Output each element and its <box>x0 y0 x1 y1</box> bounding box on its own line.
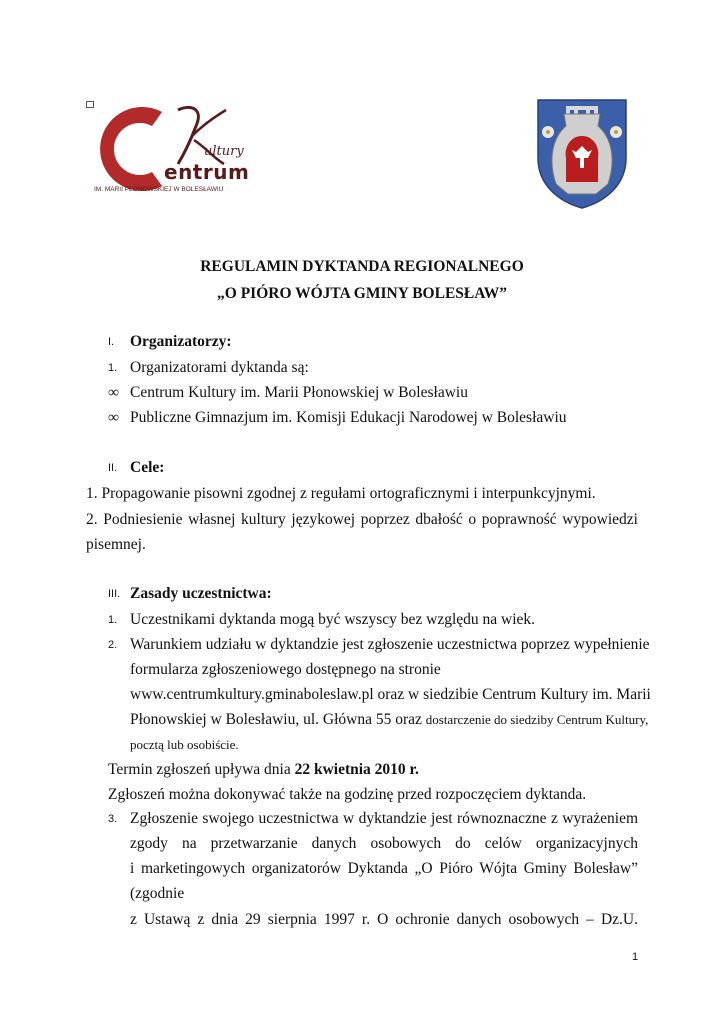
goal-line-3: pisemnej. <box>86 536 146 553</box>
section1-numeral: I. <box>108 336 115 348</box>
rule-1-text: Uczestnikami dyktanda mogą być wszyscy bez względu na wiek. <box>130 611 536 628</box>
rule-2-line-5: pocztą lub osobiście. <box>130 737 239 752</box>
section3-heading: Zasady uczestnictwa: <box>130 585 272 602</box>
organizer-bullet-1: Centrum Kultury im. Marii Płonowskiej w Bolesławiu <box>130 384 468 401</box>
document-title-line2: „O PIÓRO WÓJTA GMINY BOLESŁAW” <box>217 285 507 302</box>
goal-line-2: 2. Podniesienie własnej kultury językowej poprzez dbałość o poprawność wypowiedzi <box>86 511 638 528</box>
logo-subtitle: IM. MARII PŁONOWSKIEJ W BOLESŁAWIU <box>94 186 224 193</box>
deadline-date: 22 kwietnia 2010 r. <box>294 761 419 778</box>
organizer-bullet-2: Publiczne Gimnazjum im. Komisji Edukacji Narodowej w Bolesławiu <box>130 409 567 426</box>
website-text: www.centrumkultury.gminaboleslaw.pl oraz w siedzibie Centrum Kultury im. Marii <box>130 686 651 703</box>
goal-line-1: 1. Propagowanie pisowni zgodnej z regułami ortograficznymi i interpunkcyjnymi. <box>86 485 596 502</box>
deadline-prefix: Termin zgłoszeń upływa dnia <box>108 761 295 778</box>
page-number: 1 <box>632 951 639 963</box>
bullet-infinity-icon: ∞ <box>108 384 120 401</box>
rule-2-number: 2. <box>108 639 118 651</box>
rule-2-line-4a: Płonowskiej w Bolesławiu, ul. Główna 55 oraz <box>130 711 426 728</box>
rule-3-number: 3. <box>108 813 118 825</box>
rule-3-line-5: z Ustawą z dnia 29 sierpnia 1997 r. O ochronie danych osobowych – Dz.U. <box>130 911 638 928</box>
section1-heading: Organizatorzy: <box>130 333 232 350</box>
logo-top-text: ulturу <box>204 144 244 159</box>
centrum-kultury-logo <box>92 100 262 200</box>
rule-2-line-4b: dostarczenie do siedziby Centrum Kultury, <box>425 712 649 727</box>
coat-of-arms <box>536 98 628 210</box>
rule-1-number: 1. <box>108 614 118 626</box>
rule-3-line-2: zgody na przetwarzanie danych osobowych do celów organizacyjnych <box>130 835 638 852</box>
rule-2-line-4 <box>130 711 648 729</box>
bullet-infinity-icon: ∞ <box>108 409 120 426</box>
document-title-line1: REGULAMIN DYKTANDA REGIONALNEGO <box>200 258 524 275</box>
rule-3-line-3: i marketingowych organizatorów Dyktanda „O Pióro Wójta Gminy Bolesław” <box>130 860 638 877</box>
registration-also-text: Zgłoszeń można dokonywać także na godzinę przed rozpoczęciem dyktanda. <box>108 786 587 803</box>
logo-bottom-text: entrum <box>164 160 250 184</box>
rule-3-line-1: Zgłoszenie swojego uczestnictwa w dyktandzie jest równoznaczne z wyrażeniem <box>130 810 638 827</box>
section1-item-number: 1. <box>108 362 118 374</box>
section2-numeral: II. <box>108 462 118 474</box>
deadline-line <box>108 761 419 779</box>
rule-3-line-4: (zgodnie <box>130 885 185 902</box>
section2-heading: Cele: <box>130 459 165 476</box>
rule-2-line-1: Warunkiem udziału w dyktandzie jest zgłoszenie uczestnictwa poprzez wypełnienie <box>130 636 650 653</box>
rule-2-line-2: formularza zgłoszeniowego dostępnego na stronie <box>130 661 441 678</box>
section3-numeral: III. <box>108 588 121 600</box>
section1-item-text: Organizatorami dyktanda są: <box>130 359 309 376</box>
